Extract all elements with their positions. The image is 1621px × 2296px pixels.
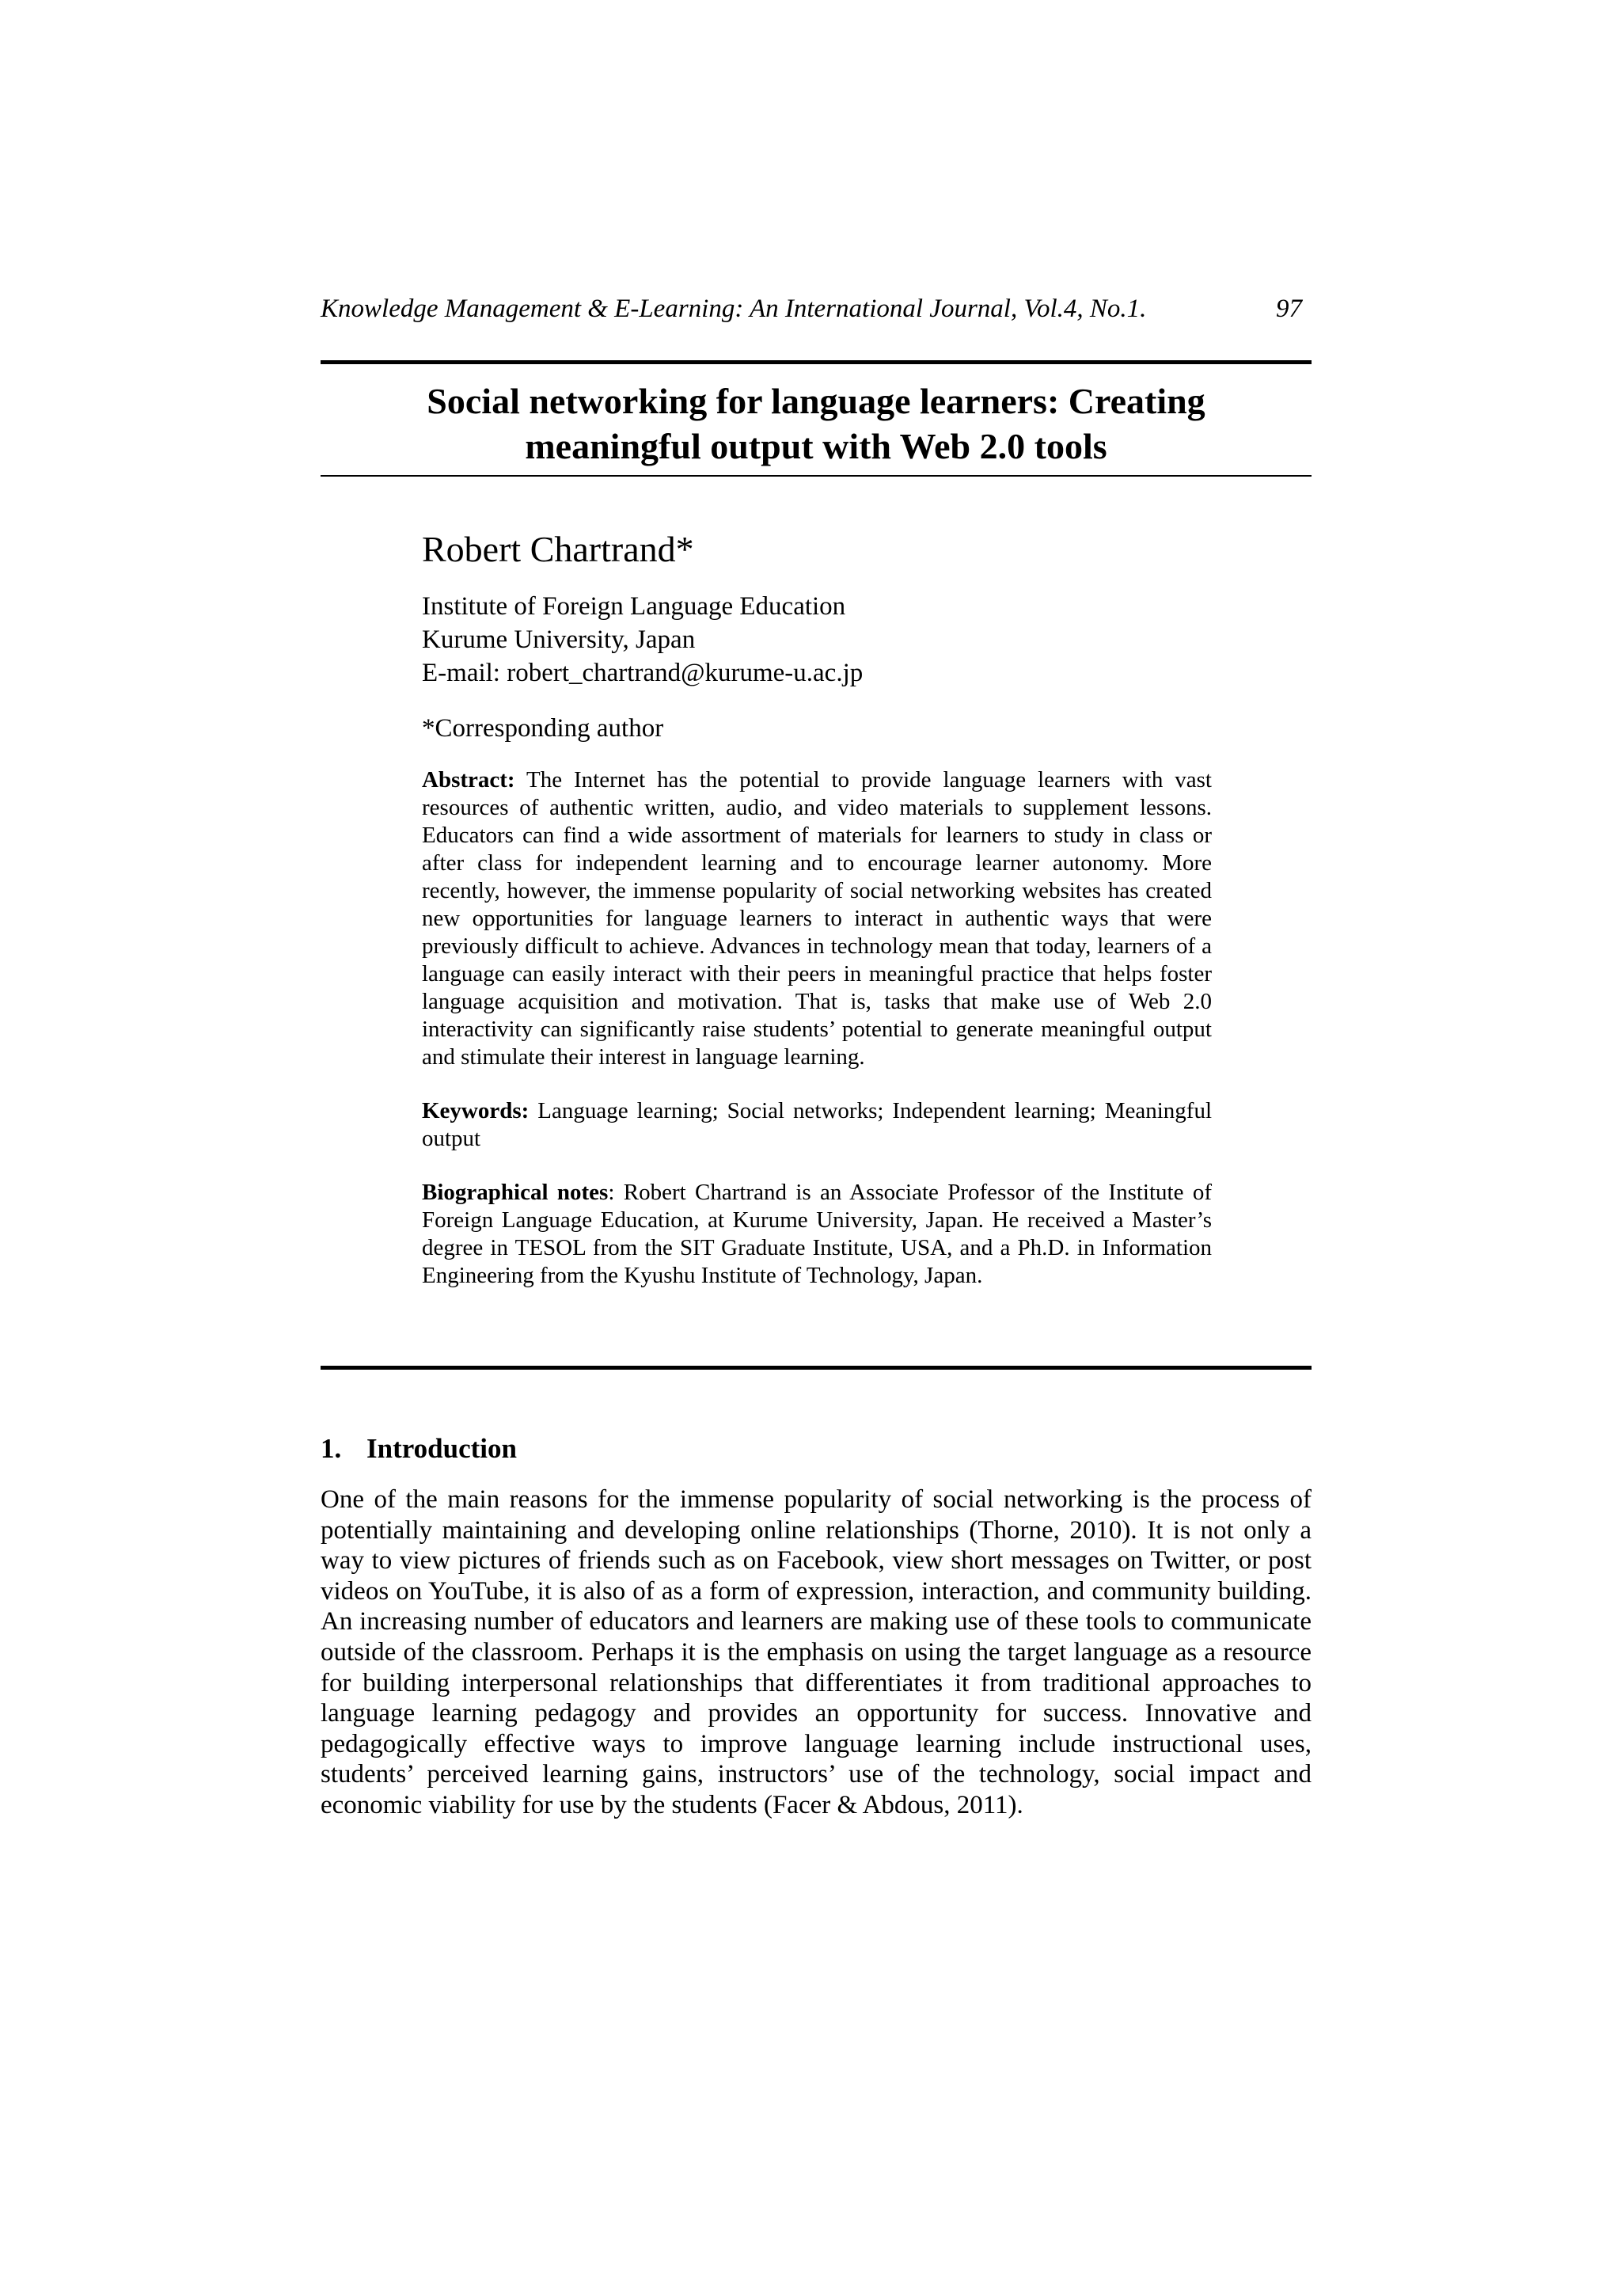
keywords-label: Keywords:: [422, 1098, 530, 1123]
title-line-2: meaningful output with Web 2.0 tools: [525, 426, 1107, 466]
page-number: 97: [1276, 295, 1302, 323]
author-block: [422, 526, 1213, 745]
affiliation-university: Kurume University, Japan: [422, 625, 696, 654]
section-number: 1.: [321, 1433, 342, 1464]
bio-text: : Robert Chartrand is an Associate Professor of the Institute of Foreign Language Education, at Kurume University, Japan. He received a Master’s degree in TESOL from the SIT Graduate Institute, USA, and a Ph.D. in Information Engineering from the Kyushu Institute of Technology, Japan.: [422, 1180, 1212, 1288]
author-name: Robert Chartrand*: [422, 529, 694, 569]
paper-title: [321, 378, 1312, 469]
author-email[interactable]: E-mail: robert_chartrand@kurume-u.ac.jp: [422, 659, 864, 687]
section-title: Introduction: [366, 1433, 517, 1464]
title-bottom-rule: [321, 475, 1312, 477]
affiliation-institute: Institute of Foreign Language Education: [422, 592, 846, 621]
abstract-block: [422, 766, 1212, 1290]
corresponding-author-note: *Corresponding author: [422, 714, 664, 743]
keywords: [422, 1097, 1212, 1153]
abstract-label: Abstract:: [422, 767, 515, 793]
title-line-1: Social networking for language learners: Creating: [427, 381, 1205, 421]
running-header: [321, 295, 1302, 324]
abstract: [422, 766, 1212, 1071]
section-heading-introduction: [321, 1433, 517, 1465]
author-affiliation: [422, 590, 1213, 690]
keywords-text: Language learning; Social networks; Independent learning; Meaningful output: [422, 1098, 1213, 1151]
journal-name: Knowledge Management & E-Learning: An International Journal, Vol.4, No.1.: [321, 295, 1147, 323]
abstract-bottom-rule: [321, 1366, 1312, 1370]
abstract-text: The Internet has the potential to provide language learners with vast resources of authentic written, audio, and video materials to supplement lessons. Educators can find a wide assortment of materials for learners to study in class or after class for independent learning and to encourage learner autonomy. More recently, however, the immense popularity of social networking websites has created new opportunities for language learners to interact in authentic ways that were previously difficult to achieve. Advances in technology mean that today, learners of a language can easily interact with their peers in meaningful practice that helps foster language acquisition and motivation. That is, tasks that make use of Web 2.0 interactivity can significantly raise students’ potential to generate meaningful output and stimulate their interest in language learning.: [422, 767, 1212, 1070]
introduction-paragraph: One of the main reasons for the immense popularity of social networking is the process of potentially maintaining and developing online relationships (Thorne, 2010). It is not only a way to view pictures of friends such as on Facebook, view short messages on Twitter, or post videos on YouTube, it is also of as a form of expression, interaction, and community building. An increasing number of educators and learners are making use of these tools to communicate outside of the classroom. Perhaps it is the emphasis on using the target language as a resource for building interpersonal relationships that differentiates it from traditional approaches to language learning pedagogy and provides an opportunity for success. Innovative and pedagogically effective ways to improve language learning include instructional uses, students’ perceived learning gains, instructors’ use of the technology, social impact and economic viability for use by the students (Facer & Abdous, 2011).: [321, 1485, 1312, 1819]
biographical-notes: [422, 1179, 1212, 1290]
title-top-rule: [321, 360, 1312, 364]
bio-label: Biographical notes: [422, 1180, 609, 1205]
